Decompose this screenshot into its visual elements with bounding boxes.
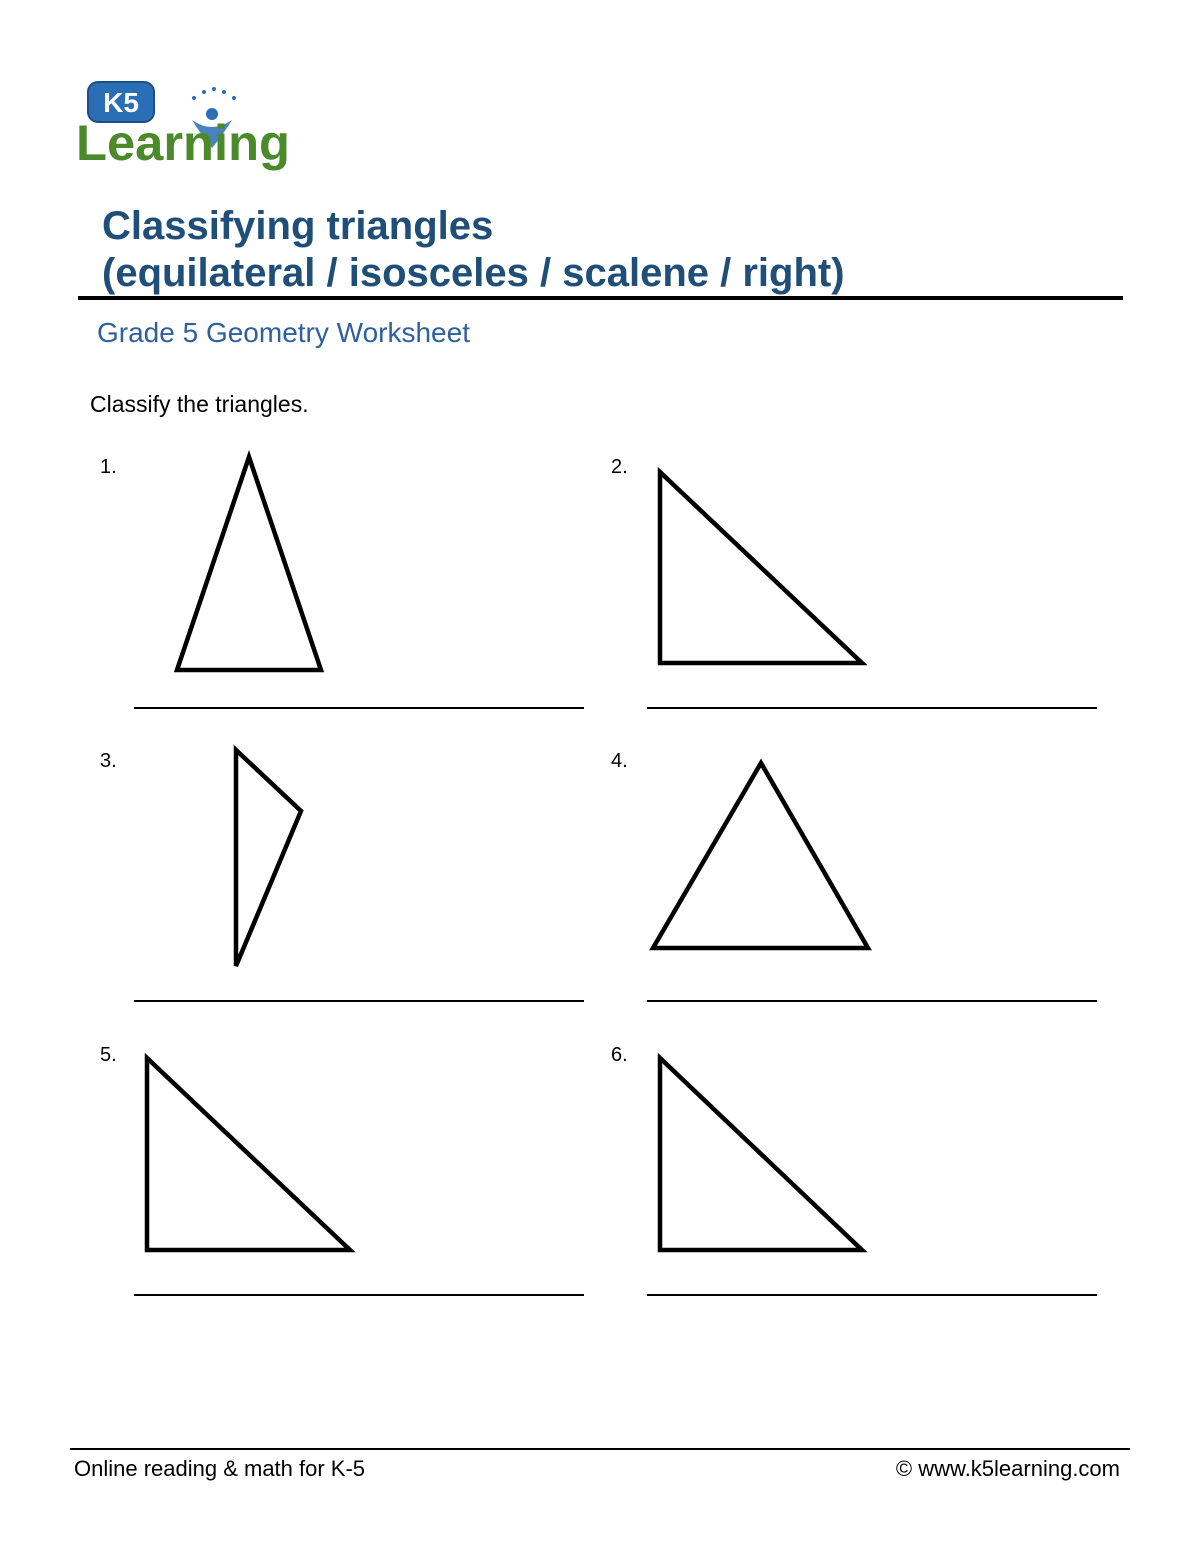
- question-number-2: 2.: [611, 456, 628, 478]
- question-number-6: 6.: [611, 1044, 628, 1066]
- triangle-5-icon: [147, 1058, 350, 1250]
- triangle-1-icon: [177, 457, 321, 670]
- answer-line-5[interactable]: [134, 1294, 584, 1296]
- footer-divider: [70, 1448, 1130, 1450]
- answer-line-1[interactable]: [134, 707, 584, 709]
- question-number-4: 4.: [611, 750, 628, 772]
- question-number-1: 1.: [100, 456, 117, 478]
- triangle-6-icon: [660, 1058, 862, 1250]
- triangle-2-icon: [660, 472, 862, 663]
- footer-tagline: Online reading & math for K-5: [74, 1456, 366, 1481]
- svg-text:Learning: Learning: [76, 115, 290, 171]
- answer-line-4[interactable]: [647, 1000, 1097, 1002]
- page-title-line-2: (equilateral / isosceles / scalene / right): [102, 251, 845, 295]
- answer-line-2[interactable]: [647, 707, 1097, 709]
- question-number-5: 5.: [100, 1044, 117, 1066]
- instructions: Classify the triangles.: [90, 391, 309, 417]
- worksheet-subtitle: Grade 5 Geometry Worksheet: [97, 317, 470, 348]
- answer-line-3[interactable]: [134, 1000, 584, 1002]
- svg-text:K5: K5: [103, 87, 139, 118]
- answer-line-6[interactable]: [647, 1294, 1097, 1296]
- footer-website-link[interactable]: © www.k5learning.com: [895, 1456, 1120, 1481]
- triangle-3-icon: [236, 750, 301, 966]
- page-title-line-1: Classifying triangles: [102, 204, 494, 248]
- triangle-4-icon: [653, 763, 868, 948]
- question-number-3: 3.: [100, 750, 117, 772]
